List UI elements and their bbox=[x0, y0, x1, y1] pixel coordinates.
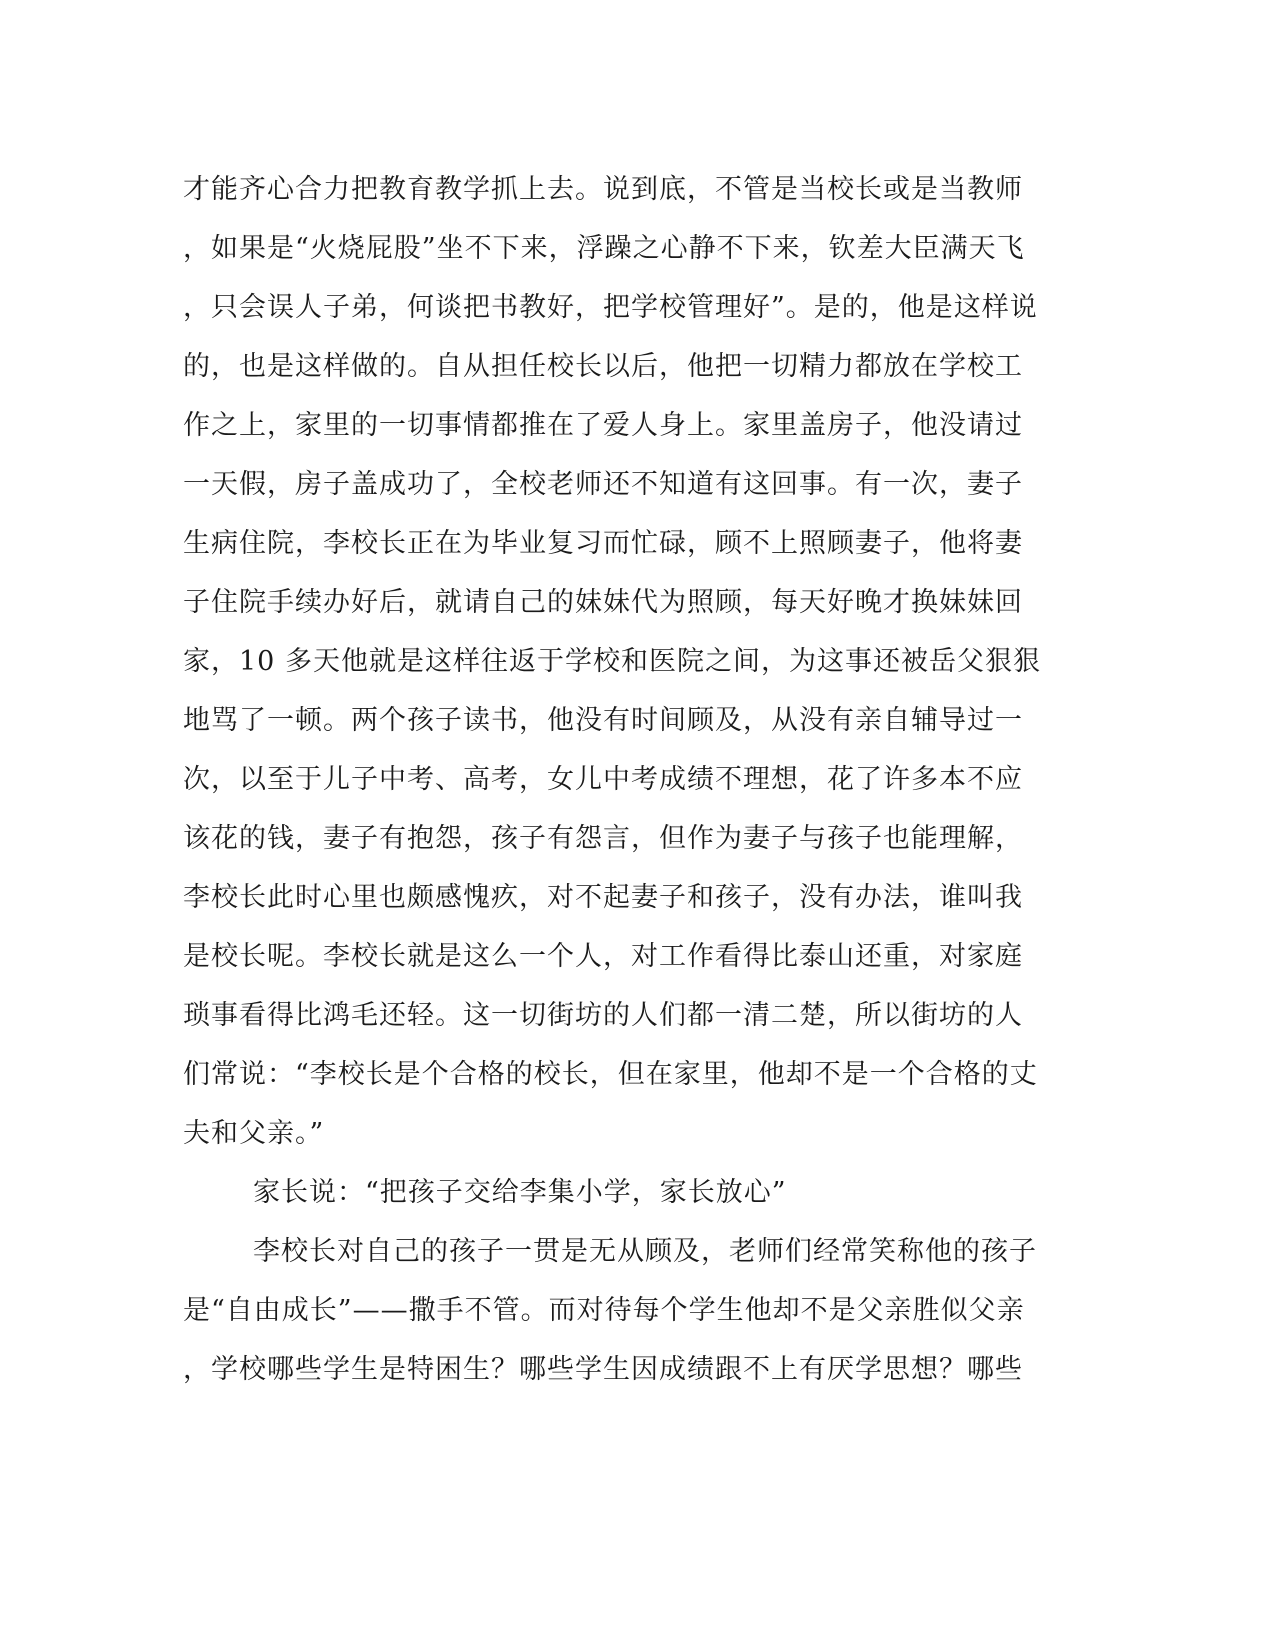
text-line: 是校长呢。李校长就是这么一个人，对工作看得比泰山还重，对家庭 bbox=[183, 941, 1023, 972]
text-line: 次，以至于儿子中考、高考，女儿中考成绩不理想，花了许多本不应 bbox=[183, 764, 1023, 795]
text-line: 李校长对自己的孩子一贯是无从顾及，老师们经常笑称他的孩子 bbox=[253, 1236, 1037, 1267]
text-line: 一天假，房子盖成功了，全校老师还不知道有这回事。有一次，妻子 bbox=[183, 469, 1023, 500]
text-line: 才能齐心合力把教育教学抓上去。说到底，不管是当校长或是当教师 bbox=[183, 174, 1023, 205]
text-line: 家，10 多天他就是这样往返于学校和医院之间，为这事还被岳父狠狠 bbox=[183, 646, 1041, 677]
text-line: 的，也是这样做的。自从担任校长以后，他把一切精力都放在学校工 bbox=[183, 351, 1023, 382]
text-line: 夫和父亲。” bbox=[183, 1118, 325, 1149]
section-heading: 家长说：“把孩子交给李集小学，家长放心” bbox=[253, 1177, 787, 1208]
text-line: ，学校哪些学生是特困生？哪些学生因成绩跟不上有厌学思想？哪些 bbox=[183, 1354, 1023, 1385]
text-line: 们常说：“李校长是个合格的校长，但在家里，他却不是一个合格的丈 bbox=[183, 1059, 1038, 1090]
text-line: 该花的钱，妻子有抱怨，孩子有怨言，但作为妻子与孩子也能理解， bbox=[183, 823, 1023, 854]
body-text bbox=[183, 160, 1083, 1399]
text-line: 生病住院，李校长正在为毕业复习而忙碌，顾不上照顾妻子，他将妻 bbox=[183, 528, 1023, 559]
text-line: 是“自由成长”——撒手不管。而对待每个学生他却不是父亲胜似父亲 bbox=[183, 1295, 1025, 1326]
text-line: ，如果是“火烧屁股”坐不下来，浮躁之心静不下来，钦差大臣满天飞 bbox=[183, 233, 1025, 264]
text-line: ，只会误人子弟，何谈把书教好，把学校管理好”。是的，他是这样说 bbox=[183, 292, 1038, 323]
text-line: 琐事看得比鸿毛还轻。这一切街坊的人们都一清二楚，所以街坊的人 bbox=[183, 1000, 1023, 1031]
text-line: 作之上，家里的一切事情都推在了爱人身上。家里盖房子，他没请过 bbox=[183, 410, 1023, 441]
text-line: 地骂了一顿。两个孩子读书，他没有时间顾及，从没有亲自辅导过一 bbox=[183, 705, 1023, 736]
text-line: 子住院手续办好后，就请自己的妹妹代为照顾，每天好晚才换妹妹回 bbox=[183, 587, 1023, 618]
text-line: 李校长此时心里也颇感愧疚，对不起妻子和孩子，没有办法，谁叫我 bbox=[183, 882, 1023, 913]
